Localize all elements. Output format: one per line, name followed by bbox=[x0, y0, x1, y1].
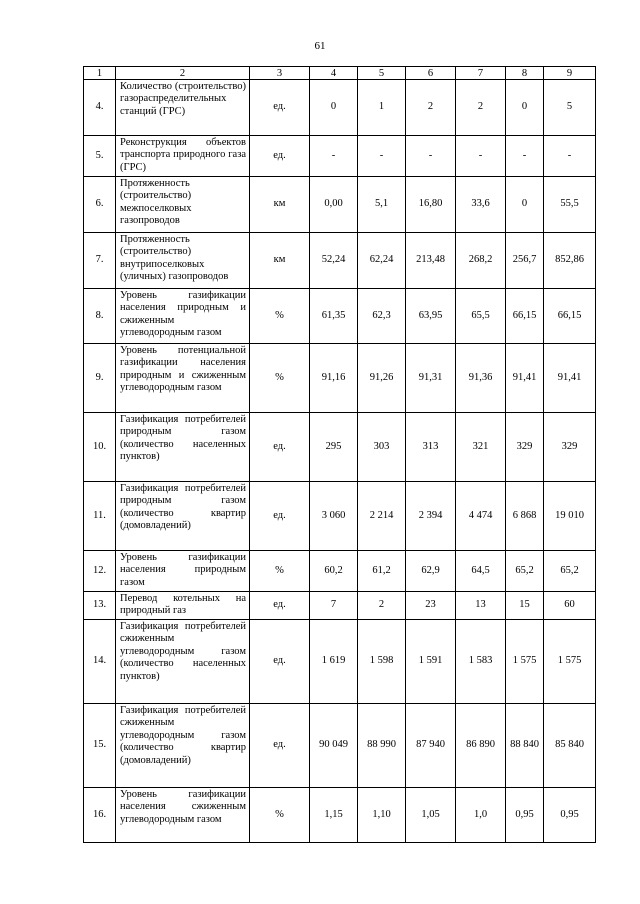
value-cell: 5,1 bbox=[358, 177, 406, 233]
row-number-cell: 5. bbox=[84, 136, 116, 177]
value-cell: 3 060 bbox=[310, 482, 358, 551]
column-number: 6 bbox=[406, 67, 456, 80]
unit-cell: ед. bbox=[250, 704, 310, 788]
value-cell: 88 990 bbox=[358, 704, 406, 788]
unit-cell: ед. bbox=[250, 482, 310, 551]
value-cell: 91,41 bbox=[506, 344, 544, 413]
table-row bbox=[84, 233, 596, 289]
value-cell: 88 840 bbox=[506, 704, 544, 788]
value-cell: 64,5 bbox=[456, 551, 506, 592]
value-cell: 1,0 bbox=[456, 788, 506, 843]
value-cell: 313 bbox=[406, 413, 456, 482]
row-number-cell: 8. bbox=[84, 289, 116, 344]
unit-cell: % bbox=[250, 344, 310, 413]
value-cell: 2 bbox=[358, 592, 406, 620]
row-number-cell: 15. bbox=[84, 704, 116, 788]
value-cell: 268,2 bbox=[456, 233, 506, 289]
unit-cell: км bbox=[250, 177, 310, 233]
value-cell: 2 bbox=[406, 80, 456, 136]
value-cell: - bbox=[456, 136, 506, 177]
value-cell: 2 bbox=[456, 80, 506, 136]
value-cell: 91,41 bbox=[544, 344, 596, 413]
table-row bbox=[84, 344, 596, 413]
value-cell: 329 bbox=[506, 413, 544, 482]
value-cell: 61,35 bbox=[310, 289, 358, 344]
indicators-table bbox=[83, 66, 596, 843]
value-cell: - bbox=[310, 136, 358, 177]
value-cell: 1 575 bbox=[506, 620, 544, 704]
column-number-row bbox=[84, 67, 596, 80]
row-number-cell: 4. bbox=[84, 80, 116, 136]
value-cell: 62,24 bbox=[358, 233, 406, 289]
value-cell: 303 bbox=[358, 413, 406, 482]
indicator-name-cell: Количество (строительство) газораспределительных станций (ГРС) bbox=[116, 80, 250, 136]
indicator-name-cell: Газификация потребителей сжиженным углеводородным газом (количество квартир (домовладений) bbox=[116, 704, 250, 788]
value-cell: 63,95 bbox=[406, 289, 456, 344]
value-cell: 1 bbox=[358, 80, 406, 136]
value-cell: 66,15 bbox=[544, 289, 596, 344]
value-cell: 91,31 bbox=[406, 344, 456, 413]
value-cell: - bbox=[406, 136, 456, 177]
table-row bbox=[84, 413, 596, 482]
value-cell: 65,2 bbox=[506, 551, 544, 592]
column-number: 8 bbox=[506, 67, 544, 80]
value-cell: 23 bbox=[406, 592, 456, 620]
value-cell: 13 bbox=[456, 592, 506, 620]
row-number-cell: 6. bbox=[84, 177, 116, 233]
indicator-name-cell: Уровень потенциальной газификации населения природным и сжиженным углеводородным газом bbox=[116, 344, 250, 413]
value-cell: 91,16 bbox=[310, 344, 358, 413]
value-cell: 1 583 bbox=[456, 620, 506, 704]
value-cell: 86 890 bbox=[456, 704, 506, 788]
value-cell: 65,2 bbox=[544, 551, 596, 592]
value-cell: 0 bbox=[506, 177, 544, 233]
value-cell: 62,3 bbox=[358, 289, 406, 344]
unit-cell: % bbox=[250, 289, 310, 344]
table-row bbox=[84, 177, 596, 233]
value-cell: 1 619 bbox=[310, 620, 358, 704]
indicator-name-cell: Уровень газификации населения природным и сжиженным углеводородным газом bbox=[116, 289, 250, 344]
value-cell: 0,95 bbox=[506, 788, 544, 843]
value-cell: 5 bbox=[544, 80, 596, 136]
table-row bbox=[84, 788, 596, 843]
row-number-cell: 9. bbox=[84, 344, 116, 413]
value-cell: 65,5 bbox=[456, 289, 506, 344]
indicator-name-cell: Газификация потребителей природным газом (количество населенных пунктов) bbox=[116, 413, 250, 482]
value-cell: 2 394 bbox=[406, 482, 456, 551]
column-number: 7 bbox=[456, 67, 506, 80]
value-cell: 15 bbox=[506, 592, 544, 620]
value-cell: 0 bbox=[310, 80, 358, 136]
table-row bbox=[84, 80, 596, 136]
value-cell: 7 bbox=[310, 592, 358, 620]
value-cell: 213,48 bbox=[406, 233, 456, 289]
unit-cell: ед. bbox=[250, 136, 310, 177]
value-cell: 55,5 bbox=[544, 177, 596, 233]
value-cell: 1,15 bbox=[310, 788, 358, 843]
unit-cell: % bbox=[250, 788, 310, 843]
column-number: 3 bbox=[250, 67, 310, 80]
column-number: 9 bbox=[544, 67, 596, 80]
unit-cell: ед. bbox=[250, 592, 310, 620]
value-cell: - bbox=[544, 136, 596, 177]
value-cell: 33,6 bbox=[456, 177, 506, 233]
value-cell: - bbox=[506, 136, 544, 177]
value-cell: 6 868 bbox=[506, 482, 544, 551]
value-cell: 61,2 bbox=[358, 551, 406, 592]
unit-cell: % bbox=[250, 551, 310, 592]
table-row bbox=[84, 482, 596, 551]
value-cell: 1 598 bbox=[358, 620, 406, 704]
row-number-cell: 10. bbox=[84, 413, 116, 482]
row-number-cell: 14. bbox=[84, 620, 116, 704]
unit-cell: км bbox=[250, 233, 310, 289]
value-cell: 60 bbox=[544, 592, 596, 620]
indicator-name-cell: Протяженность (строительство) межпоселковых газопроводов bbox=[116, 177, 250, 233]
value-cell: 85 840 bbox=[544, 704, 596, 788]
table-row bbox=[84, 592, 596, 620]
indicator-name-cell: Уровень газификации населения сжиженным углеводородным газом bbox=[116, 788, 250, 843]
value-cell: - bbox=[358, 136, 406, 177]
value-cell: 1 591 bbox=[406, 620, 456, 704]
value-cell: 90 049 bbox=[310, 704, 358, 788]
value-cell: 0,95 bbox=[544, 788, 596, 843]
row-number-cell: 13. bbox=[84, 592, 116, 620]
value-cell: 329 bbox=[544, 413, 596, 482]
unit-cell: ед. bbox=[250, 80, 310, 136]
value-cell: 0 bbox=[506, 80, 544, 136]
table-row bbox=[84, 551, 596, 592]
value-cell: 52,24 bbox=[310, 233, 358, 289]
indicator-name-cell: Уровень газификации населения природным газом bbox=[116, 551, 250, 592]
value-cell: 1,05 bbox=[406, 788, 456, 843]
indicator-name-cell: Протяженность (строительство) внутрипоселковых (уличных) газопроводов bbox=[116, 233, 250, 289]
column-number: 2 bbox=[116, 67, 250, 80]
column-number: 5 bbox=[358, 67, 406, 80]
value-cell: 852,86 bbox=[544, 233, 596, 289]
indicator-name-cell: Газификация потребителей природным газом (количество квартир (домовладений) bbox=[116, 482, 250, 551]
value-cell: 1 575 bbox=[544, 620, 596, 704]
column-number: 4 bbox=[310, 67, 358, 80]
indicator-name-cell: Реконструкция объектов транспорта природного газа (ГРС) bbox=[116, 136, 250, 177]
table-row bbox=[84, 704, 596, 788]
value-cell: 91,26 bbox=[358, 344, 406, 413]
unit-cell: ед. bbox=[250, 620, 310, 704]
value-cell: 19 010 bbox=[544, 482, 596, 551]
value-cell: 321 bbox=[456, 413, 506, 482]
value-cell: 66,15 bbox=[506, 289, 544, 344]
value-cell: 295 bbox=[310, 413, 358, 482]
value-cell: 2 214 bbox=[358, 482, 406, 551]
table-row bbox=[84, 289, 596, 344]
unit-cell: ед. bbox=[250, 413, 310, 482]
row-number-cell: 16. bbox=[84, 788, 116, 843]
value-cell: 60,2 bbox=[310, 551, 358, 592]
value-cell: 1,10 bbox=[358, 788, 406, 843]
value-cell: 16,80 bbox=[406, 177, 456, 233]
page-number: 61 bbox=[314, 40, 326, 52]
indicator-name-cell: Перевод котельных на природный газ bbox=[116, 592, 250, 620]
value-cell: 256,7 bbox=[506, 233, 544, 289]
value-cell: 91,36 bbox=[456, 344, 506, 413]
row-number-cell: 12. bbox=[84, 551, 116, 592]
value-cell: 4 474 bbox=[456, 482, 506, 551]
table-row bbox=[84, 620, 596, 704]
indicator-name-cell: Газификация потребителей сжиженным углеводородным газом (количество населенных пунктов) bbox=[116, 620, 250, 704]
value-cell: 62,9 bbox=[406, 551, 456, 592]
row-number-cell: 7. bbox=[84, 233, 116, 289]
value-cell: 87 940 bbox=[406, 704, 456, 788]
column-number: 1 bbox=[84, 67, 116, 80]
row-number-cell: 11. bbox=[84, 482, 116, 551]
table-row bbox=[84, 136, 596, 177]
value-cell: 0,00 bbox=[310, 177, 358, 233]
